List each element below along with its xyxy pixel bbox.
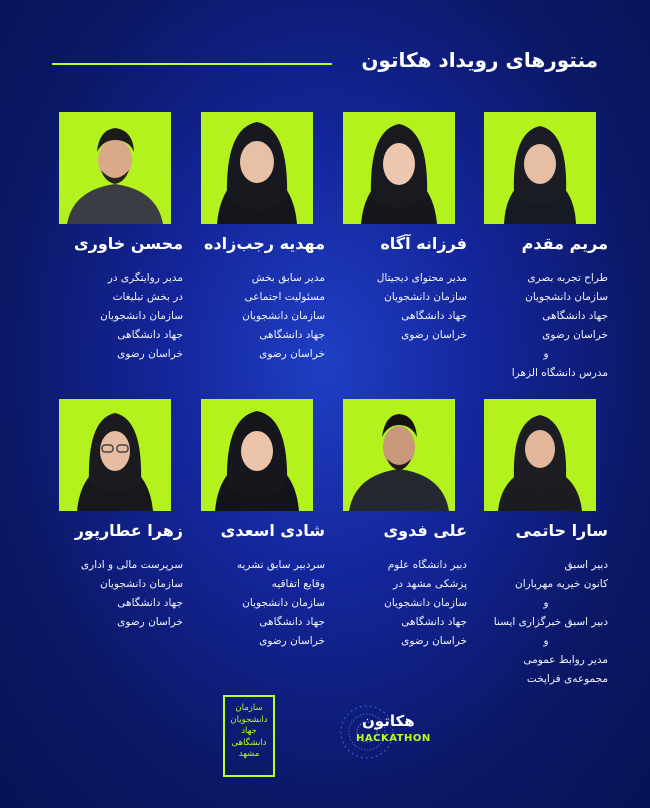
woman-portrait-icon [59,399,171,511]
mentor-card [343,399,483,651]
mentor-bio: سرپرست مالی و اداری سازمان دانشجویان جهاد دانشگاهی خراسان رضوی [80,559,183,628]
man-portrait-icon [343,399,455,511]
mentor-photo [343,112,455,224]
hackathon-title: هکاتون [362,712,415,730]
mentor-photo [201,112,313,224]
mentor-photo [343,399,455,511]
mentor-card [484,112,624,383]
mentor-photo [484,399,596,511]
mentor-name: فرزانه آگاه [380,234,467,253]
mentor-bio: مدیر روایتگری در در بخش تبلیغات سازمان دانشجویان جهاد دانشگاهی خراسان رضوی [100,272,183,360]
mentor-card [484,399,624,689]
man-portrait-icon [59,112,171,224]
mentor-bio: دبیر دانشگاه علوم پزشکی مشهد در سازمان دانشجویان جهاد دانشگاهی خراسان رضوی [384,559,467,647]
mentor-name: زهرا عطارپور [74,521,183,540]
mentor-photo [484,112,596,224]
woman-portrait-icon [343,112,455,224]
mentor-photo [59,399,171,511]
hackathon-logo-icon [335,690,415,770]
mentor-bio: دبیر اسبق کانون خیریه مهرباران و دبیر اسبق خبرگزاری ایسنا و مدیر روابط عمومی مجموعه‌ی فراپخت [493,559,608,685]
mentor-card [59,399,199,632]
mentor-bio: طراح تجربه بصری سازمان دانشجویان جهاد دانشگاهی خراسان رضوی و مدرس دانشگاه الزهرا [511,272,608,379]
woman-portrait-icon [484,112,596,224]
mentor-card [59,112,199,364]
header [0,48,650,78]
mentor-card [201,112,341,364]
woman-portrait-icon [201,112,313,224]
mentor-card [201,399,341,651]
mentor-name: شادی اسعدی [220,521,325,540]
mentor-photo [59,112,171,224]
mentor-photo [201,399,313,511]
org-logo: سازمان دانشجویان جهاد دانشگاهی مشهد [223,695,275,777]
mentor-bio: مدیر محتوای دیجیتال سازمان دانشجویان جهاد دانشگاهی خراسان رضوی [376,272,467,341]
mentor-name: علی فدوی [383,521,467,540]
woman-portrait-icon [201,399,313,511]
header-divider [52,63,332,65]
mentor-name: سارا حاتمی [515,521,608,540]
mentor-bio: سردبیر سابق نشریه وقایع اتفاقیه سازمان دانشجویان جهاد دانشگاهی خراسان رضوی [236,559,325,647]
mentor-bio: مدیر سابق بخش مسئولیت اجتماعی سازمان دانشجویان جهاد دانشگاهی خراسان رضوی [242,272,325,360]
mentor-name: مهدیه رجب‌زاده [203,234,325,253]
mentor-card [343,112,483,345]
mentor-name: مریم مقدم [521,234,608,253]
mentor-name: محسن خاوری [73,234,183,253]
page-title: منتورهای رویداد هکاتون [361,48,598,72]
woman-portrait-icon [484,399,596,511]
hackathon-subtitle: HACKATHON [356,733,431,744]
